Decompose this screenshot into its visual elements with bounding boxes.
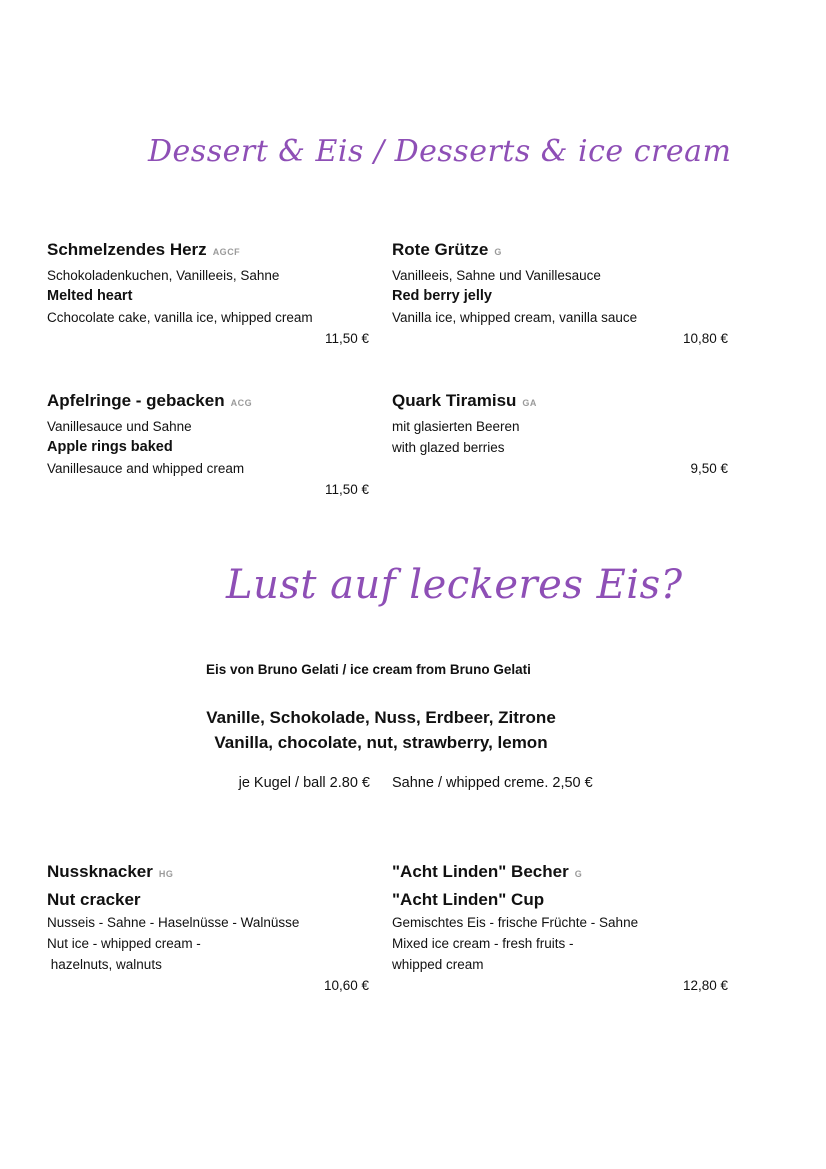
sundae-name-row (392, 861, 728, 885)
ice-cream-supplier: Eis von Bruno Gelati / ice cream from Bruno Gelati (206, 662, 531, 677)
allergen-codes: G (494, 247, 502, 257)
allergen-codes: GA (522, 398, 537, 408)
sundae-name-en: Nut cracker (47, 890, 141, 909)
allergen-codes: G (574, 869, 583, 879)
flavors-de: Vanille, Schokolade, Nuss, Erdbeer, Zitrone (206, 708, 556, 727)
dessert-description-de: Vanillesauce und Sahne (47, 419, 192, 434)
dessert-section-title: Dessert & Eis / Desserts & ice cream (148, 134, 732, 169)
dessert-name-row (47, 239, 369, 263)
allergen-codes: ACG (230, 398, 253, 408)
dessert-item-apfelringe (47, 390, 369, 500)
sundae-name: Nussknacker (47, 862, 153, 881)
dessert-price: 11,50 € (324, 482, 369, 497)
allergen-codes: HG (158, 869, 174, 879)
ice-cream-flavors (206, 705, 556, 755)
dessert-name-en: Red berry jelly (392, 288, 492, 304)
sundae-description-line: hazelnuts, walnuts (47, 957, 162, 972)
dessert-name-row (392, 239, 728, 263)
dessert-name: Rote Grütze (392, 240, 489, 259)
dessert-description-de: Vanilleeis, Sahne und Vanillesauce (392, 268, 601, 283)
dessert-name: Apfelringe - gebacken (47, 391, 225, 410)
dessert-description-en: Cchocolate cake, vanilla ice, whipped cream (47, 310, 313, 325)
dessert-item-schmelzendes-herz (47, 239, 369, 349)
dessert-description-en: Vanillesauce and whipped cream (47, 461, 245, 476)
dessert-price: 9,50 € (690, 461, 728, 476)
dessert-description-en: Vanilla ice, whipped cream, vanilla sauce (392, 310, 638, 325)
sundae-description-line: Gemischtes Eis - frische Früchte - Sahne (392, 915, 639, 930)
dessert-description-de: mit glasierten Beeren (392, 419, 520, 434)
sundae-description-line: whipped cream (392, 957, 484, 972)
sundae-item-acht-linden (392, 861, 728, 996)
ball-price: je Kugel / ball 2.80 € (238, 775, 370, 791)
sundae-name-row (47, 861, 369, 885)
dessert-price: 10,80 € (682, 331, 728, 346)
dessert-name-en: Melted heart (47, 288, 133, 304)
sundae-description-line: Nut ice - whipped cream - (47, 936, 201, 951)
dessert-item-quark-tiramisu (392, 390, 728, 479)
sundae-price: 10,60 € (323, 978, 369, 993)
dessert-description-de: Schokoladenkuchen, Vanilleeis, Sahne (47, 268, 280, 283)
ice-cream-section-title: Lust auf leckeres Eis? (226, 562, 683, 608)
sundae-price: 12,80 € (682, 978, 728, 993)
sundae-description-line: Mixed ice cream - fresh fruits - (392, 936, 574, 951)
dessert-price: 11,50 € (324, 331, 369, 346)
dessert-name-en: Apple rings baked (47, 439, 173, 455)
cream-price: Sahne / whipped creme. 2,50 € (392, 775, 593, 791)
sundae-name: "Acht Linden" Becher (392, 862, 569, 881)
sundae-description-line: Nusseis - Sahne - Haselnüsse - Walnüsse (47, 915, 300, 930)
sundae-name-en: "Acht Linden" Cup (392, 890, 545, 909)
allergen-codes: AGCF (212, 247, 241, 257)
flavors-en: Vanilla, chocolate, nut, strawberry, lemon (214, 733, 548, 752)
dessert-name: Quark Tiramisu (392, 391, 517, 410)
dessert-description-en: with glazed berries (392, 440, 505, 455)
dessert-item-rote-gruetze (392, 239, 728, 349)
dessert-name-row (47, 390, 369, 414)
dessert-name: Schmelzendes Herz (47, 240, 207, 259)
sundae-item-nussknacker (47, 861, 369, 996)
dessert-name-row (392, 390, 728, 414)
